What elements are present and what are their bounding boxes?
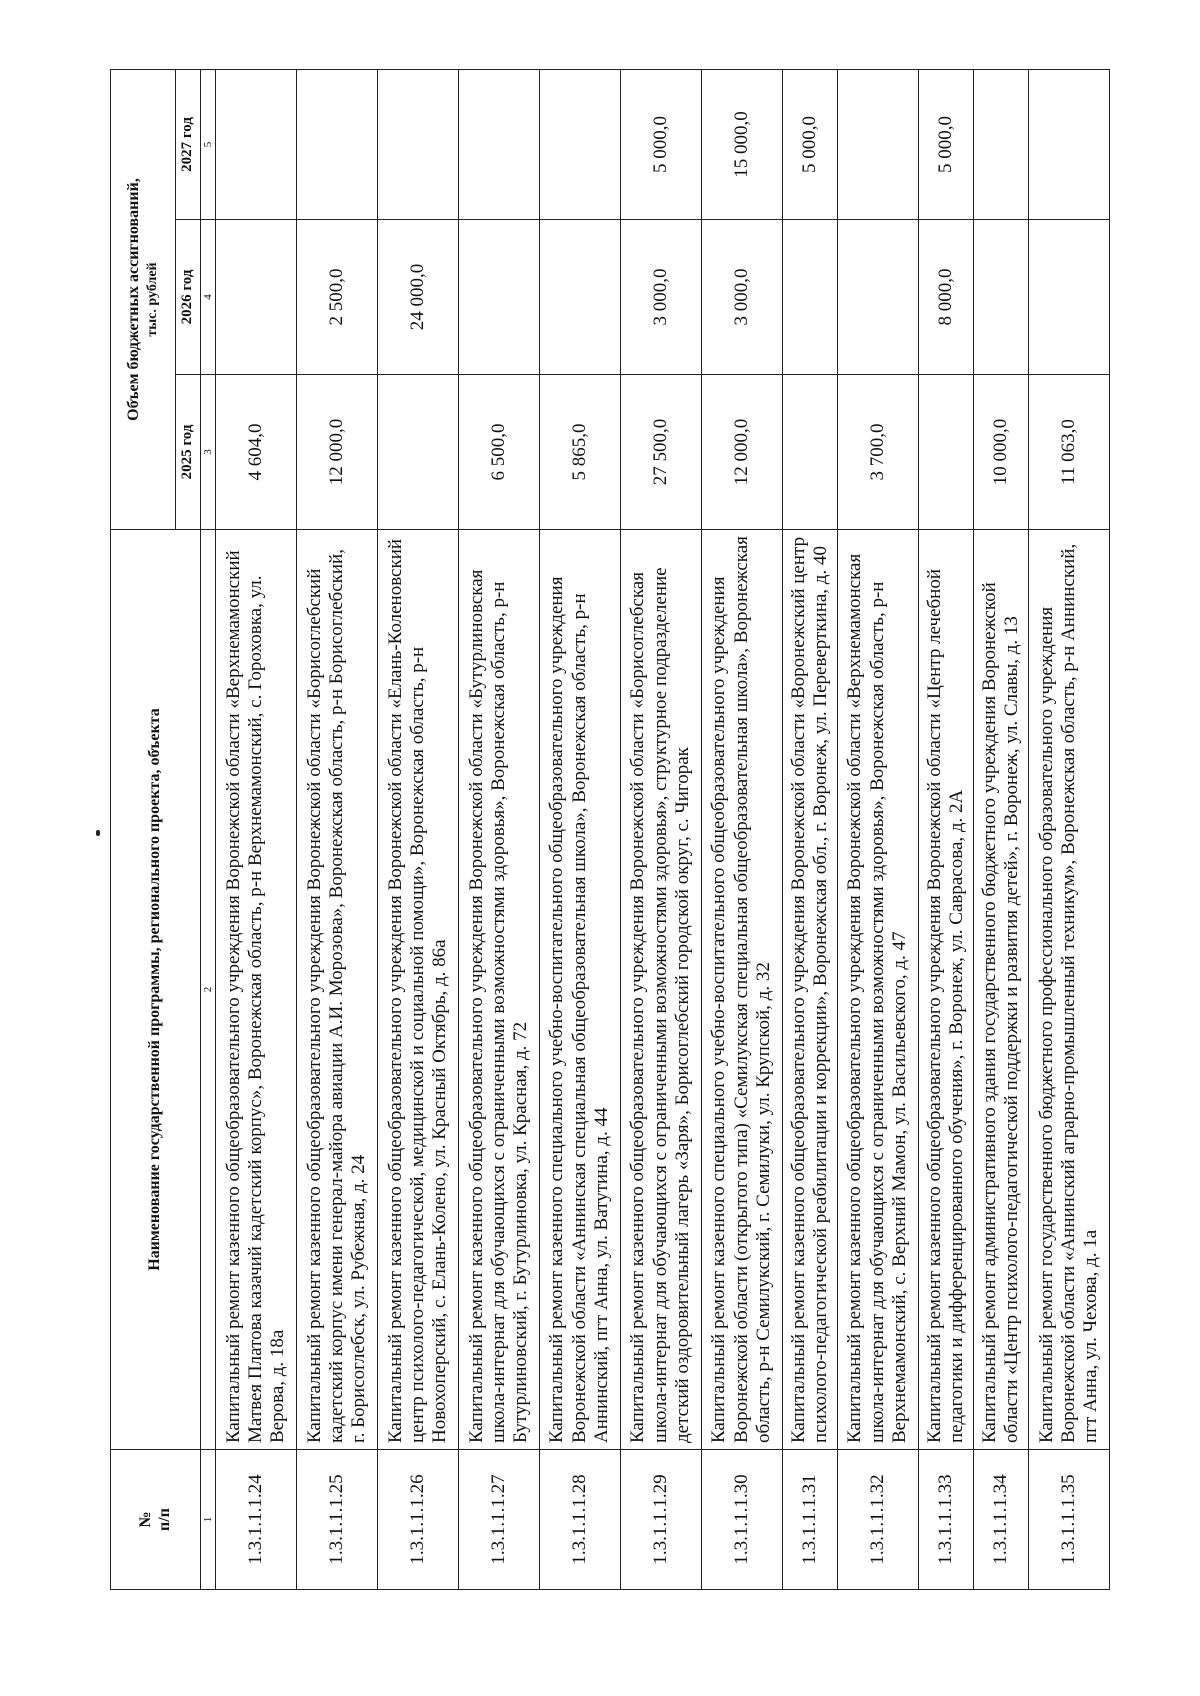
header-year-2026: 2026 год [176,220,201,375]
table-row [837,70,918,1590]
table-row [620,70,701,1590]
row-description: Капитальный ремонт казенного общеобразовательного учреждения Воронежской области «Верхнемамонский Матвея Платова казачий кадетский корпус», Воронежская область, р-н Верхнемамонский, с. Гороховка, ул. Верова, д. 18а [216,530,297,1450]
row-description: Капитальный ремонт административного здания государственного бюджетного учреждения Воронежской области «Центр психолого-педагогической поддержки и развития детей», г. Воронеж, ул. Славы, д. 13 [973,530,1028,1450]
row-value-2026 [782,220,837,375]
header-budget-title: Объем бюджетных ассигнований, [124,178,142,421]
row-description: Капитальный ремонт государственного бюджетного профессионального образовательного учреждения Воронежской области «Аннинский аграрно-промышленный техникум», Воронежская область, р-н Аннинский, пгт Анна, ул. Чехова, д. 1а [1029,530,1110,1450]
row-number: 1.3.1.1.1.27 [458,1450,539,1590]
row-number: 1.3.1.1.1.25 [296,1450,377,1590]
row-description: Капитальный ремонт казенного общеобразовательного учреждения Воронежской области «Верхнемамонская школа-интернат для обучающихся с ограниченными возможностями здоровья», Воронежская область, р-н Верхнемамонский, с. Верхний Мамон, ул. Васильевского, д. 47 [837,530,918,1450]
stray-mark [96,830,100,836]
row-number: 1.3.1.1.1.34 [973,1450,1028,1590]
row-value-2026: 2 500,0 [296,220,377,375]
row-value-2027 [539,70,620,220]
header-year-2027: 2027 год [176,70,201,220]
row-number: 1.3.1.1.1.32 [837,1450,918,1590]
row-description: Капитальный ремонт казенного общеобразовательного учреждения Воронежской области «Борисоглебская школа-интернат для обучающихся с ограниченными возможностями здоровья», структурное подразделение детский оздоровительный лагерь «Заря», Борисоглебский городской округ, с. Чигорак [620,530,701,1450]
row-value-2025: 3 700,0 [837,375,918,530]
table-row [458,70,539,1590]
row-number: 1.3.1.1.1.24 [216,1450,297,1590]
row-value-2026 [539,220,620,375]
row-description: Капитальный ремонт казенного специального учебно-воспитательного общеобразовательного учреждения Воронежской области (открытого типа) «Семилукская специальная общеобразовательная школа», Воронежская область, р-н Семилукский, г. Семилуки, ул. Крупской, д. 32 [701,530,782,1450]
row-value-2025: 27 500,0 [620,375,701,530]
row-number: 1.3.1.1.1.30 [701,1450,782,1590]
row-value-2025 [377,375,458,530]
budget-table [110,69,1110,1590]
row-value-2026 [1029,220,1110,375]
row-value-2027: 5 000,0 [918,70,973,220]
table-row [782,70,837,1590]
row-value-2026: 3 000,0 [701,220,782,375]
row-value-2027: 5 000,0 [782,70,837,220]
row-value-2025 [782,375,837,530]
table-row [539,70,620,1590]
row-number: 1.3.1.1.1.35 [1029,1450,1110,1590]
row-description: Капитальный ремонт казенного общеобразовательного учреждения Воронежской области «Борисоглебский кадетский корпус имени генерал-майора авиации А.И. Морозова», Воронежская область, р-н Борисоглебский, г. Борисоглебск, ул. Рубежная, д. 24 [296,530,377,1450]
row-description: Капитальный ремонт казенного общеобразовательного учреждения Воронежской области «Бутурлиновская школа-интернат для обучающихся с ограниченными возможностями здоровья», Воронежская область, р-н Бутурлиновский, г. Бутурлиновка, ул. Красная, д. 72 [458,530,539,1450]
col-number-5: 5 [201,70,216,220]
row-number: 1.3.1.1.1.26 [377,1450,458,1590]
row-value-2025: 4 604,0 [216,375,297,530]
table-body [216,70,1110,1590]
row-description: Капитальный ремонт казенного общеобразовательного учреждения Воронежской области «Центр лечебной педагогики и дифференцированного обучения», г. Воронеж, ул. Саврасова, д. 2А [918,530,973,1450]
row-value-2027 [973,70,1028,220]
table-row [216,70,297,1590]
header-year-2025: 2025 год [176,375,201,530]
col-number-1: 1 [201,1450,216,1590]
row-number: 1.3.1.1.1.28 [539,1450,620,1590]
row-number: 1.3.1.1.1.31 [782,1450,837,1590]
row-value-2026: 8 000,0 [918,220,973,375]
row-value-2027 [1029,70,1110,220]
row-value-2025: 12 000,0 [701,375,782,530]
table-row [973,70,1028,1590]
row-value-2027 [216,70,297,220]
col-number-3: 3 [201,375,216,530]
col-number-4: 4 [201,220,216,375]
row-value-2025 [918,375,973,530]
row-value-2026 [216,220,297,375]
row-value-2027 [296,70,377,220]
table-row [1029,70,1110,1590]
row-value-2025: 5 865,0 [539,375,620,530]
row-value-2027 [377,70,458,220]
row-value-2025: 11 063,0 [1029,375,1110,530]
table-row [918,70,973,1590]
row-description: Капитальный ремонт казенного общеобразовательного учреждения Воронежской области «Воронежский центр психолого-педагогической реабилитации и коррекции», Воронежская обл., г. Воронеж, ул. Переверткина, д. 40 [782,530,837,1450]
rotated-page [110,70,1110,1590]
header-name: Наименование государственной программы, регионального проекта, объекта [111,530,201,1450]
row-description: Капитальный ремонт казенного общеобразовательного учреждения Воронежской области «Елань-Коленовский центр психолого-педагогической, медицинской и социальной помощи», Воронежская область, р-н Новохоперский, с. Елань-Колено, ул. Красный Октябрь, д. 86а [377,530,458,1450]
row-value-2027 [837,70,918,220]
row-value-2026: 3 000,0 [620,220,701,375]
row-value-2026: 24 000,0 [377,220,458,375]
col-number-2: 2 [201,530,216,1450]
table-row [701,70,782,1590]
header-number: № п/п [111,1450,201,1590]
row-value-2026 [837,220,918,375]
row-number: 1.3.1.1.1.33 [918,1450,973,1590]
table-header [111,70,216,1590]
header-budget-unit: тыс. рублей [145,262,160,337]
table-row [377,70,458,1590]
row-value-2026 [973,220,1028,375]
row-value-2025: 12 000,0 [296,375,377,530]
row-value-2026 [458,220,539,375]
row-value-2027: 5 000,0 [620,70,701,220]
header-budget [111,70,176,530]
row-number: 1.3.1.1.1.29 [620,1450,701,1590]
row-value-2025: 10 000,0 [973,375,1028,530]
row-value-2025: 6 500,0 [458,375,539,530]
table-row [296,70,377,1590]
row-description: Капитальный ремонт казенного специального учебно-воспитательного общеобразовательного учреждения Воронежской области «Аннинская специальная общеобразовательная школа», Воронежская область, р-н Аннинский, пгт Анна, ул. Ватутина, д. 44 [539,530,620,1450]
row-value-2027: 15 000,0 [701,70,782,220]
row-value-2027 [458,70,539,220]
